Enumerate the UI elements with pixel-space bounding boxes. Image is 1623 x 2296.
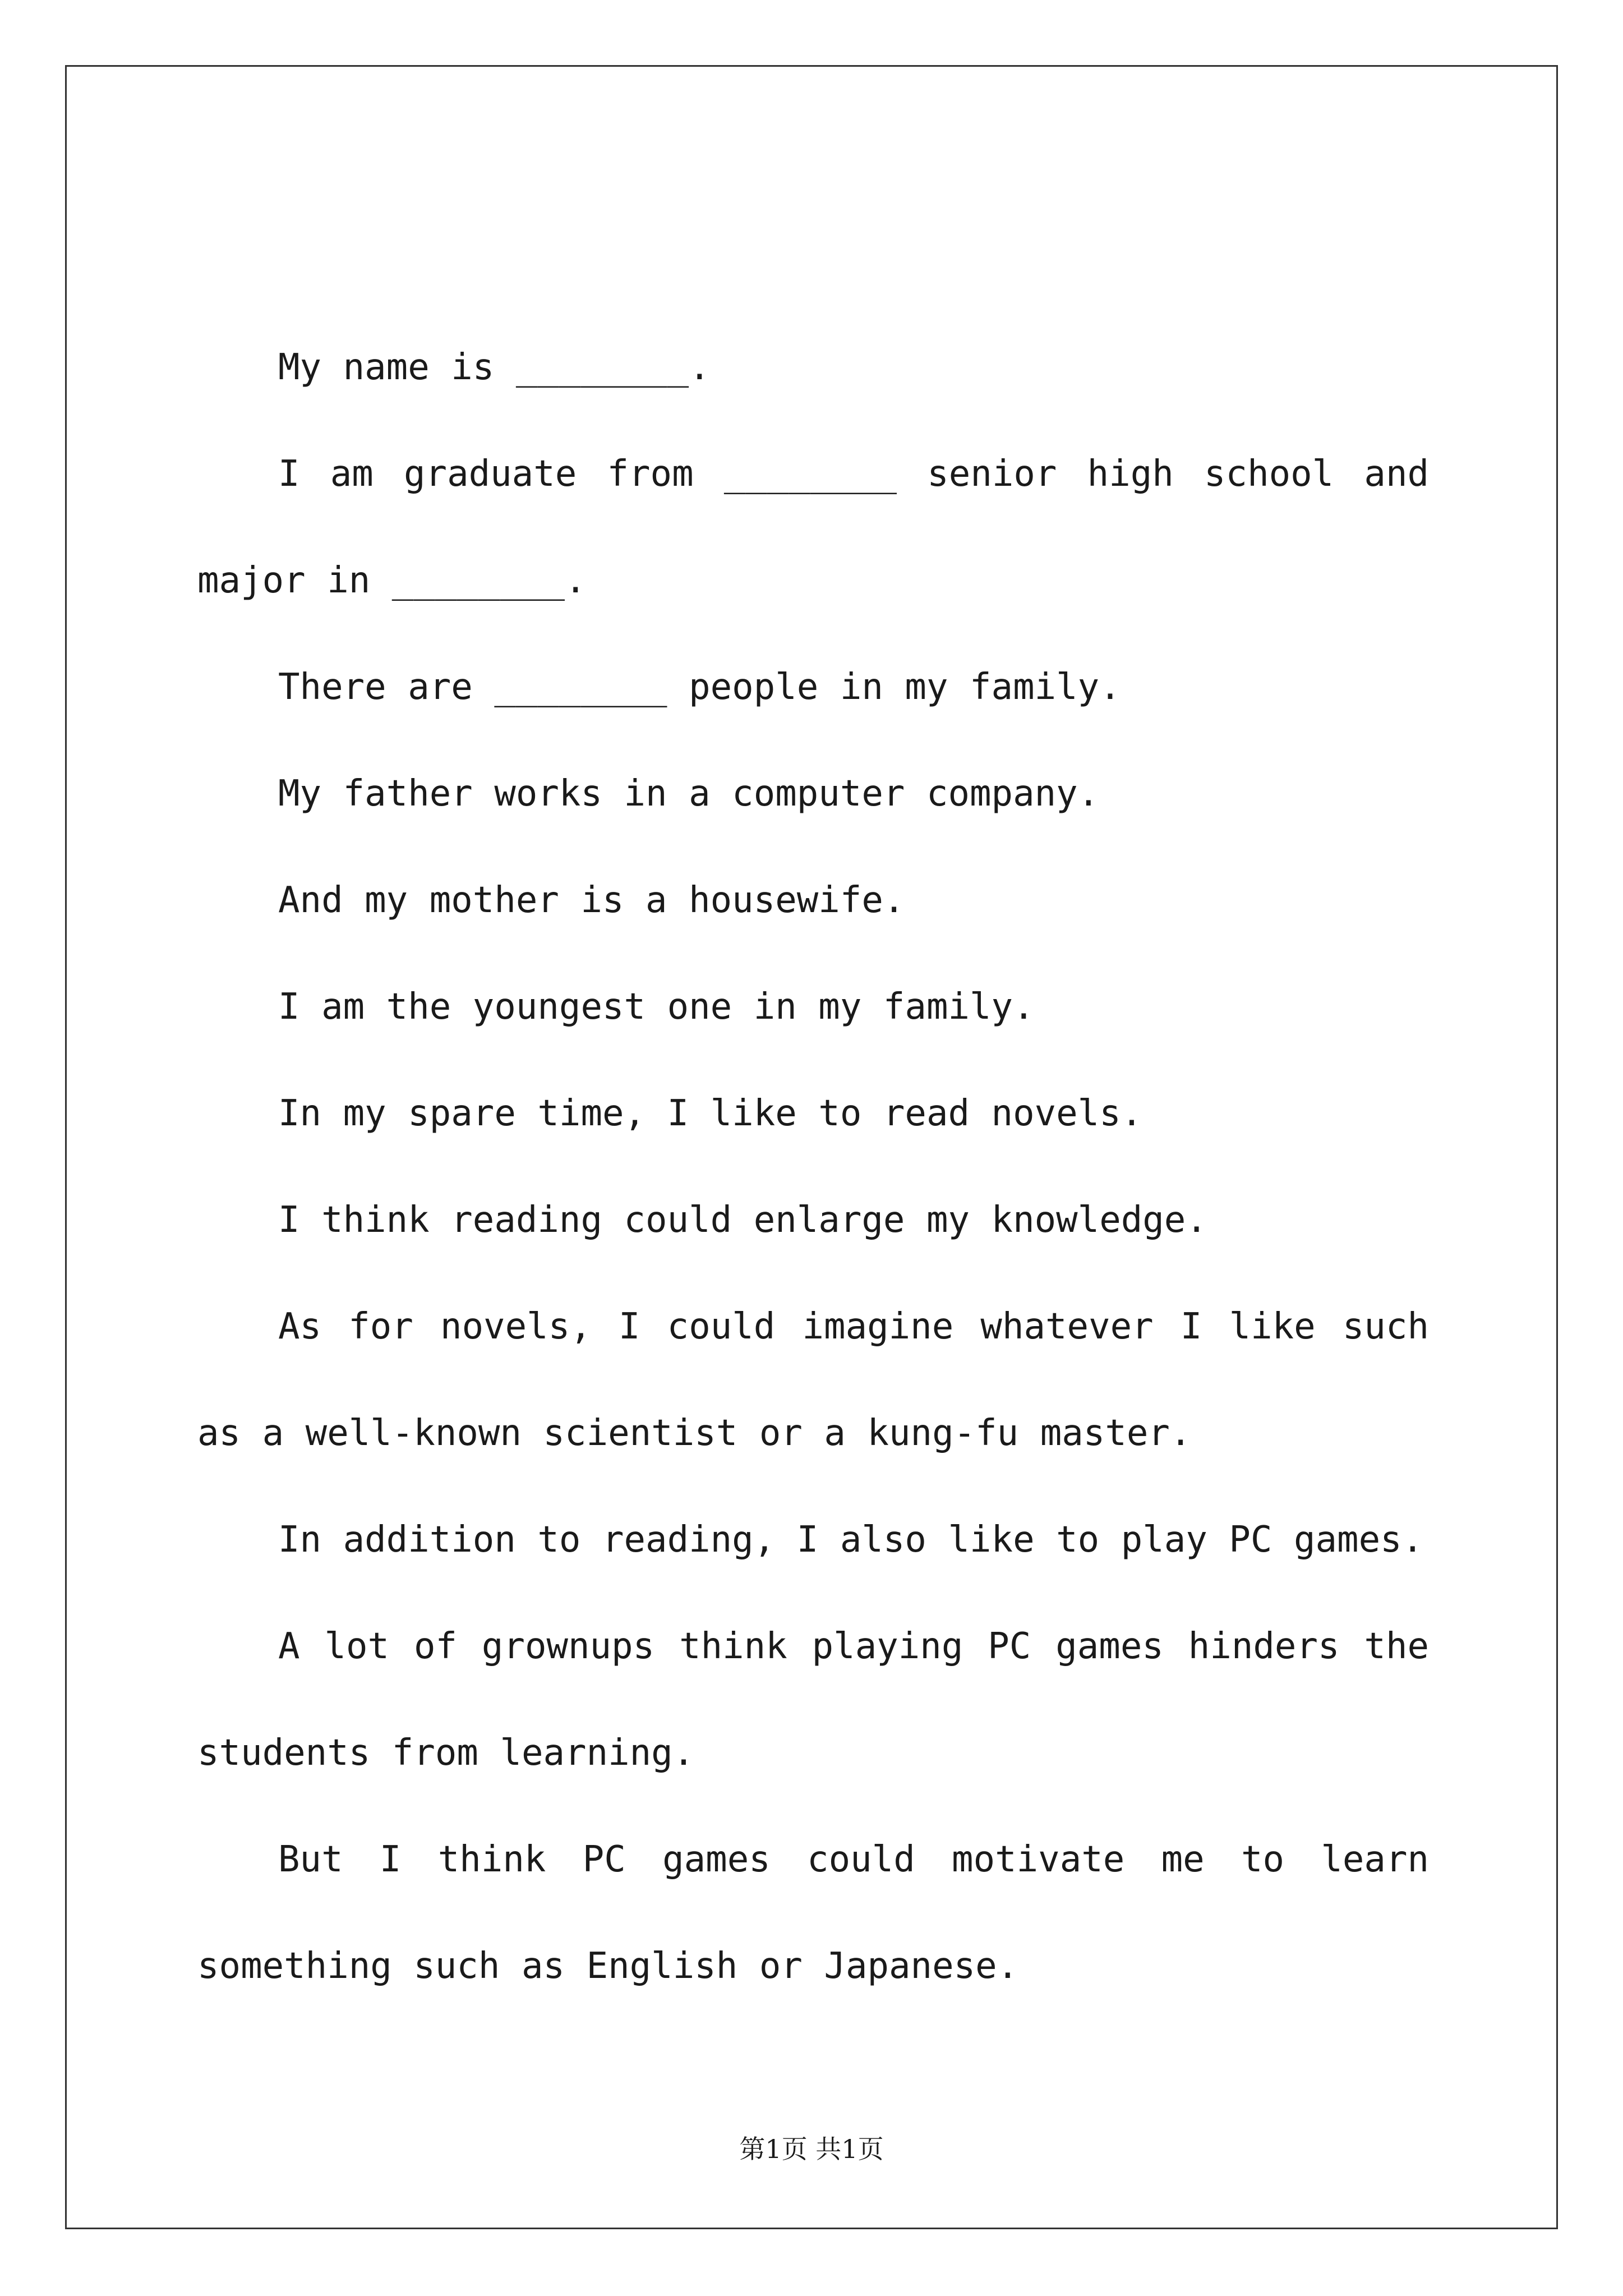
paragraph: My father works in a computer company. (278, 773, 1100, 815)
paragraph: In addition to reading, I also like to play PC games. (278, 1519, 1424, 1561)
paragraph: In my spare time, I like to read novels. (278, 1093, 1143, 1134)
paragraph: I am the youngest one in my family. (278, 986, 1035, 1028)
paragraph: As for novels, I could imagine whatever I like such as a well-known scientist or a kung-fu master. (197, 1306, 1429, 1454)
paragraph: And my mother is a housewife. (278, 880, 905, 921)
paragraph: But I think PC games could motivate me to learn something such as English or Japanese. (197, 1839, 1429, 1987)
paragraph: My name is ________. (278, 347, 711, 388)
page-number-footer: 第1页 共1页 (739, 2134, 884, 2164)
document-body (197, 314, 1429, 2019)
paragraph: I think reading could enlarge my knowledge. (278, 1199, 1207, 1241)
paragraph: I am graduate from ________ senior high school and major in ________. (197, 453, 1429, 601)
paragraph: There are ________ people in my family. (278, 666, 1121, 708)
paragraph: A lot of grownups think playing PC games hinders the students from learning. (197, 1626, 1429, 1774)
